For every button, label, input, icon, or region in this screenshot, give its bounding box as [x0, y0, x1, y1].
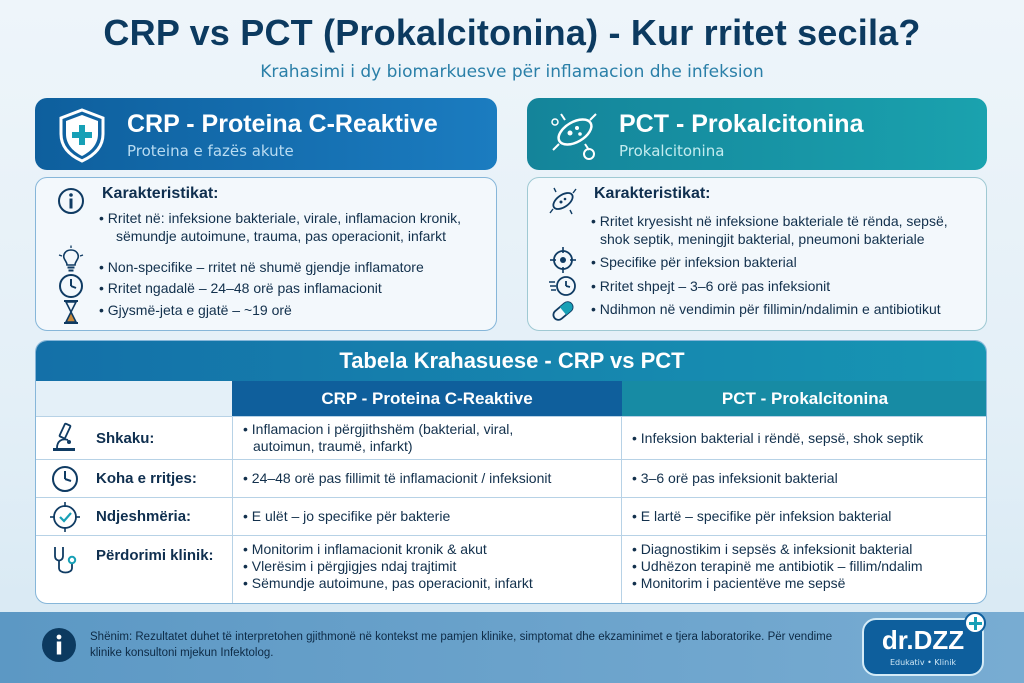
info-circle-icon: [56, 186, 86, 216]
pct-card-title: Karakteristikat:: [594, 185, 711, 202]
cell-line: • Vlerësim i përgjigjes ndaj trajtimit: [243, 558, 457, 574]
crp-header-subtitle: Proteina e fazës akute: [127, 142, 294, 160]
table-column-pct: PCT - Prokalcitonina: [622, 381, 987, 416]
crp-card-line: • Rritet në: infeksione bakteriale, virale, inflamacion kronik,: [99, 210, 462, 226]
hourglass-icon: [56, 297, 86, 327]
crp-card-line: • Rritet ngadalë – 24–48 orë pas inflamacionit: [99, 280, 382, 296]
brand-tagline: Edukativ • Klinik: [889, 658, 957, 667]
row-label: Përdorimi klinik:: [96, 547, 214, 564]
crp-card-line: • Gjysmë-jeta e gjatë – ~19 orë: [99, 302, 292, 318]
cell-line: • Udhëzon terapinë me antibiotik – fillim/ndalim: [632, 558, 923, 574]
pct-cell: [622, 417, 987, 459]
clock-icon: [48, 462, 82, 496]
table-column-crp: CRP - Proteina C-Reaktive: [232, 381, 622, 416]
crp-card-line: • Non-specifike – rritet në shumë gjendje inflamatore: [99, 259, 424, 275]
pct-characteristics-card: [527, 177, 987, 331]
shield-cross-icon: [53, 106, 111, 164]
page-subtitle: Krahasimi i dy biomarkuesve për inflamacion dhe infeksion: [260, 62, 764, 82]
crp-characteristics-card: [35, 177, 497, 331]
table-row: [36, 535, 987, 604]
crp-cell: [232, 417, 622, 459]
target-check-icon: [48, 500, 82, 534]
cell-line: • Sëmundje autoimune, pas operacionit, infarkt: [243, 575, 533, 591]
cell-line: • Infeksion bakterial i rëndë, sepsë, shok septik: [632, 430, 924, 446]
pct-cell: [622, 536, 987, 604]
capsule-icon: [548, 296, 578, 326]
brand-logo: [862, 618, 984, 676]
cell-line: autoimun, traumë, infarkt): [253, 438, 413, 454]
info-icon: [40, 626, 78, 664]
row-label: Koha e rritjes:: [96, 470, 197, 487]
table-row: [36, 459, 987, 497]
pct-card-line: • Specifike për infeksion bakterial: [591, 254, 797, 270]
cell-line: • E ulët – jo specifike për bakterie: [243, 508, 451, 524]
cell-line: • 3–6 orë pas infeksionit bakterial: [632, 470, 838, 486]
pct-card-line: shok septik, meningjit bakterial, pneumoni bakteriale: [600, 231, 925, 247]
pct-card-line: • Rritet shpejt – 3–6 orë pas infeksionit: [591, 278, 831, 294]
page-title: CRP vs PCT (Prokalcitonina) - Kur rritet secila?: [103, 12, 921, 53]
bacteria-icon: [545, 106, 603, 164]
crp-cell: [232, 498, 622, 535]
cell-line: • Diagnostikim i sepsës & infeksionit bakterial: [632, 541, 913, 557]
pct-header-title: PCT - Prokalcitonina: [619, 110, 864, 138]
pct-card-line: • Ndihmon në vendimin për fillimin/ndalimin e antibiotikut: [591, 301, 941, 317]
stethoscope-icon: [48, 544, 82, 578]
crp-header: [35, 98, 497, 170]
crp-card-title: Karakteristikat:: [102, 185, 219, 202]
footer-note: Shënim: Rezultatet duhet të interpretohen gjithmonë në kontekst me pamjen klinike, simptomat dhe ekzaminimet e tjera laboratorike. Për vendime klinike konsultoni mjekun Infektolog.: [90, 631, 833, 659]
pct-cell: [622, 498, 987, 535]
table-row: [36, 416, 987, 459]
cell-line: • 24–48 orë pas fillimit të inflamacionit / infeksionit: [243, 470, 552, 486]
table-row: [36, 497, 987, 535]
row-label: Shkaku:: [96, 430, 155, 447]
pct-header: [527, 98, 987, 170]
pct-cell: [622, 460, 987, 497]
pct-card-line: • Rritet kryesisht në infeksione bakteriale të rënda, sepsë,: [591, 213, 948, 229]
brand-name: dr.DZZ: [881, 625, 965, 655]
bacteria-icon: [548, 186, 578, 216]
microscope-icon: [48, 421, 82, 455]
pct-header-subtitle: Prokalcitonina: [619, 142, 725, 160]
cell-line: • E lartë – specifike për infeksion bakterial: [632, 508, 892, 524]
row-label: Ndjeshmëria:: [96, 508, 192, 525]
cell-line: • Inflamacion i përgjithshëm (bakterial, viral,: [243, 421, 514, 437]
crp-header-title: CRP - Proteina C-Reaktive: [127, 110, 438, 138]
cell-line: • Monitorim i pacientëve me sepsë: [632, 575, 846, 591]
cell-line: • Monitorim i inflamacionit kronik & akut: [243, 541, 487, 557]
table-corner: [36, 381, 232, 416]
crp-card-line: sëmundje autoimune, trauma, pas operacionit, infarkt: [116, 228, 446, 244]
table-title: Tabela Krahasuese - CRP vs PCT: [36, 341, 987, 381]
comparison-table: [35, 340, 987, 604]
crp-cell: [232, 536, 622, 604]
crp-cell: [232, 460, 622, 497]
